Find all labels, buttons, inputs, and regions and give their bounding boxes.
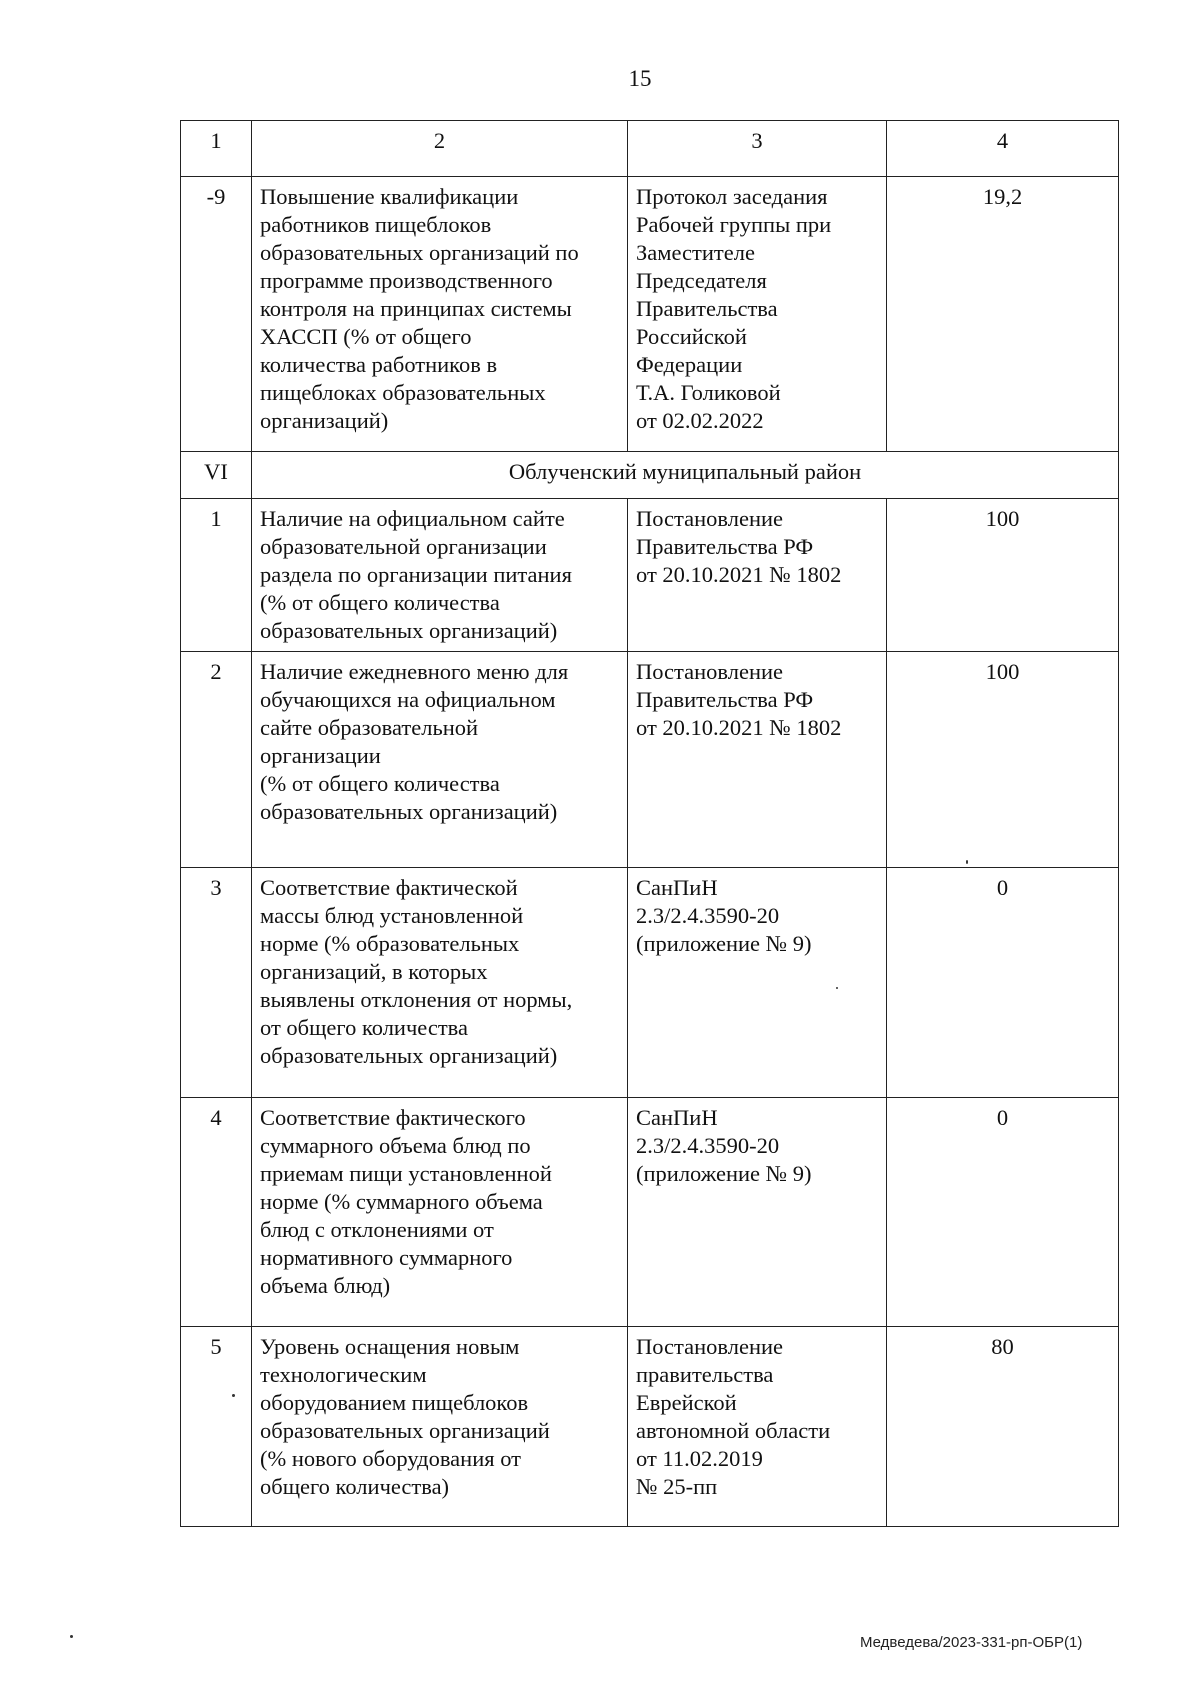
column-header-3: 3 (628, 121, 887, 177)
document-reference: СанПиН 2.3/2.4.3590-20 (приложение № 9) (628, 1098, 887, 1327)
document-reference: СанПиН 2.3/2.4.3590-20 (приложение № 9) (628, 868, 887, 1098)
table-header-row (181, 121, 1119, 177)
table-row (181, 868, 1119, 1098)
table-row (181, 1327, 1119, 1527)
column-header-4: 4 (887, 121, 1119, 177)
column-header-1: 1 (181, 121, 252, 177)
table-row (181, 499, 1119, 652)
document-reference: Постановление Правительства РФ от 20.10.2021 № 1802 (628, 499, 887, 652)
indicator-text: Наличие на официальном сайте образовательной организации раздела по организации питания (% от общего количества образовательных организаций) (252, 499, 628, 652)
indicator-text: Соответствие фактического суммарного объема блюд по приемам пищи установленной норме (% суммарного объема блюд с отклонениями от нормативного суммарного объема блюд) (252, 1098, 628, 1327)
section-title: Облученский муниципальный район (252, 452, 1119, 499)
indicator-value: 80 (887, 1327, 1119, 1527)
indicator-value: 100 (887, 652, 1119, 868)
row-number: 4 (181, 1098, 252, 1327)
section-row (181, 452, 1119, 499)
row-number: 5 (181, 1327, 252, 1527)
table-row (181, 1098, 1119, 1327)
indicator-text: Соответствие фактической массы блюд установленной норме (% образовательных организаций, в которых выявлены отклонения от нормы, от общего количества образовательных организаций) (252, 868, 628, 1098)
table-row (181, 652, 1119, 868)
indicator-text: Наличие ежедневного меню для обучающихся на официальном сайте образовательной организации (% от общего количества образовательных организаций) (252, 652, 628, 868)
page-number: 15 (628, 66, 652, 91)
row-number: 2 (181, 652, 252, 868)
row-number: -9 (181, 177, 252, 452)
scan-speck (232, 1394, 235, 1397)
indicators-table (180, 120, 1119, 1527)
section-number: VI (181, 452, 252, 499)
document-code: Медведева/2023-331-рп-ОБР(1) (860, 1634, 1083, 1651)
indicator-value: 19,2 (887, 177, 1119, 452)
document-reference: Протокол заседания Рабочей группы при Заместителе Председателя Правительства Российской Федерации Т.А. Голиковой от 02.02.2022 (628, 177, 887, 452)
scan-speck (966, 860, 968, 864)
indicator-value: 0 (887, 1098, 1119, 1327)
indicator-text: Уровень оснащения новым технологическим оборудованием пищеблоков образовательных организаций (% нового оборудования от общего количества) (252, 1327, 628, 1527)
row-number: 1 (181, 499, 252, 652)
row-number: 3 (181, 868, 252, 1098)
document-reference: Постановление правительства Еврейской автономной области от 11.02.2019 № 25-пп (628, 1327, 887, 1527)
table-row (181, 177, 1119, 452)
scan-speck (836, 987, 838, 989)
column-header-2: 2 (252, 121, 628, 177)
indicator-value: 0 (887, 868, 1119, 1098)
scan-speck (70, 1635, 73, 1638)
indicator-value: 100 (887, 499, 1119, 652)
document-reference: Постановление Правительства РФ от 20.10.2021 № 1802 (628, 652, 887, 868)
indicator-text: Повышение квалификации работников пищеблоков образовательных организаций по программе производственного контроля на принципах системы ХАССП (% от общего количества работников в пищеблоках образовательных организаций) (252, 177, 628, 452)
